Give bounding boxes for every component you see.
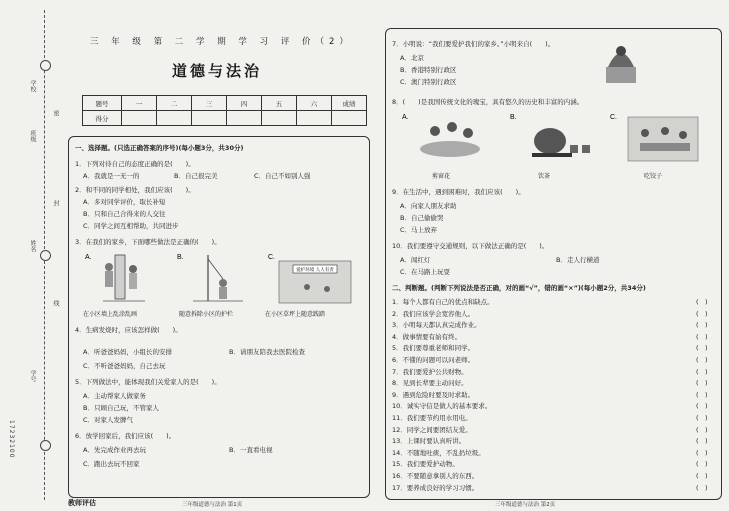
q3-caption-b: 随意拆除小区的护栏 [179,311,234,318]
svg-text:A.: A. [402,114,409,121]
q8-picture-a[interactable] [402,114,480,157]
score-table [82,95,367,126]
q10-option-b[interactable]: B．走人行横道 [556,256,600,264]
judgement-item: 16．不要随意拿别人的东西。 [392,472,479,480]
lawn-sign-text: 爱护环境 人人有责 [296,268,334,273]
answer-bracket[interactable]: ( ) [696,309,708,318]
q2-option-b[interactable]: B．只和自己合得来的人交往 [83,210,166,218]
svg-text:B.: B. [510,114,517,121]
judgement-item: 7．我们要爱护公共财物。 [392,367,468,376]
judgement-item: 5．我们要尊重老师和同学。 [392,344,475,353]
q4-option-b[interactable]: B．请朋友陪我去医院检查 [229,348,305,356]
punch-hole [40,60,51,71]
q3-picture-c[interactable] [268,254,351,303]
q8-caption-a: 剪窗花 [432,173,451,180]
answer-bracket[interactable]: ( ) [696,414,708,422]
answer-bracket[interactable]: ( ) [696,402,708,411]
q4-option-a[interactable]: A．听爸爸妈妈，小组长的安排 [83,348,172,356]
judgement-item: 10．诚实守信是做人的基本要求。 [392,402,492,411]
judgement-item: 9．遇到危险时要及时求助。 [392,390,475,399]
score-cell[interactable] [122,111,157,126]
name-label: 姓名 [29,240,36,252]
question-10: 10．我们要遵守交通规则，以下做法正确的是( )。 [392,242,549,250]
svg-text:C.: C. [610,114,617,121]
q8-picture-b[interactable] [510,114,590,157]
score-header: 五 [262,96,297,111]
q1-option-c[interactable]: C．自己不如别人强 [254,172,311,180]
answer-bracket[interactable]: ( ) [696,332,708,341]
question-8: 8．( )是我国传统文化的瑰宝，具有悠久的历史和丰富的内涵。 [392,98,584,106]
judgement-item: 13．上课时要认真听讲。 [392,437,466,446]
right-footer: 三年级道德与法治 第2页 [495,502,556,508]
judgement-item: 11．我们要节约用水用电。 [392,414,472,422]
answer-bracket[interactable]: ( ) [696,472,708,480]
q4-option-c[interactable]: C．不听爸爸妈妈，自己去玩 [83,362,166,370]
answer-bracket[interactable]: ( ) [696,367,708,376]
q5-option-c[interactable]: C．对家人发脾气 [83,416,134,424]
answer-bracket[interactable]: ( ) [696,356,708,364]
answer-bracket[interactable]: ( ) [696,448,708,457]
score-header: 三 [192,96,227,111]
q2-option-a[interactable]: A．多对同学评价，取长补短 [83,198,166,206]
q7-option-a[interactable]: A．北京 [400,54,424,62]
class-label: 班级 [29,130,36,142]
q8-caption-b: 饮茶 [538,173,551,180]
q3-picture-a[interactable] [85,254,145,301]
question-5: 5．下列做法中，能体现我们关爱家人的是( )。 [75,378,221,386]
q9-option-c[interactable]: C．马上放弃 [400,226,438,234]
section-one-title: 一、选择题。(只选正确答案的序号)(每小题3分，共30分) [75,144,244,152]
teacher-evaluation: 教师评估 [68,499,96,507]
judgement-item: 15．我们要爱护动物。 [392,460,459,469]
score-header: 六 [297,96,332,111]
q6-option-a[interactable]: A．先完成作业再去玩 [83,446,146,454]
binding-margin [0,0,62,511]
svg-text:C.: C. [268,254,275,261]
q6-option-c[interactable]: C．跑出去玩不回家 [83,460,140,468]
q3-caption-a: 在小区墙上乱涂乱画 [83,311,138,318]
score-header: 题号 [83,96,122,111]
seal-char: 线 [52,300,59,306]
q9-option-a[interactable]: A．向家人朋友求助 [400,202,457,210]
q7-option-c[interactable]: C．澳门特别行政区 [400,78,457,86]
answer-bracket[interactable]: ( ) [696,344,708,353]
q7-option-b[interactable]: B．香港特别行政区 [400,66,457,74]
left-footer: 三年级道德与法治 第1页 [182,502,243,508]
q10-option-a[interactable]: A．闯红灯 [400,256,431,264]
judgement-item: 12．同学之间要团结友爱。 [392,425,472,434]
q6-option-b[interactable]: B．一直看电视 [229,446,273,454]
svg-text:A.: A. [85,254,92,261]
score-cell[interactable] [227,111,262,126]
section-one-box [68,136,370,498]
score-cell[interactable] [332,111,367,126]
score-header: 一 [122,96,157,111]
q8-picture-c[interactable] [610,114,698,161]
question-2: 2．和不同的同学相处，我们应该( )。 [75,186,195,194]
score-header: 二 [157,96,192,111]
question-3: 3．在我们的家乡，下面哪些做法是正确的( )。 [75,238,221,246]
judgement-item: 8．见到长辈要主动问好。 [392,379,468,388]
school-label: 学校 [29,80,36,92]
score-header: 成绩 [332,96,367,111]
student-number-label: 学号 [29,370,36,382]
q1-option-a[interactable]: A．我就是一无一的 [83,172,140,180]
q5-option-b[interactable]: B．只顾自己玩，不管家人 [83,404,159,412]
section-two-title: 二、判断题。(判断下列说法是否正确，对的画“√”，错的画“×”)(每小题2分，共34分) [392,284,646,292]
seal-char: 封 [52,200,59,206]
score-cell[interactable] [262,111,297,126]
judgement-item: 3．小明每天都认真完成作业。 [392,321,481,330]
question-6: 6．放学回家后，我们应该( )。 [75,432,176,440]
judgement-item: 4．做事情要有始有终。 [392,332,462,341]
question-4: 4．生病发烧时，应该怎样做( )。 [75,326,182,334]
judgement-item: 1．每个人都有自己的优点和缺点。 [392,298,494,306]
score-cell[interactable] [192,111,227,126]
judgement-item: 2．我们应该学会宽容他人。 [392,309,475,318]
answer-bracket[interactable]: ( ) [696,379,708,388]
q3-picture-b[interactable] [177,254,243,301]
answer-bracket[interactable]: ( ) [696,437,708,446]
answer-bracket[interactable]: ( ) [696,483,708,492]
judgement-item: 17．要养成良好的学习习惯。 [392,483,479,492]
answer-bracket[interactable]: ( ) [696,390,708,399]
answer-bracket[interactable]: ( ) [696,460,708,469]
punch-hole [40,250,51,261]
q10-option-c[interactable]: C．在马路上玩耍 [400,268,451,276]
exam-title: 三 年 级 第 二 学 期 学 习 评 价（2） [90,37,353,47]
question-7: 7．小明说：“我们要爱护我们的家乡。”小明来自( )。 [392,40,555,48]
q1-option-b[interactable]: B．自己很完美 [174,172,218,180]
judgement-item: 6．不懂的问题可以问老师。 [392,356,475,364]
question-9: 9．在生活中，遇到困难时，我们应该( )。 [392,188,525,196]
answer-bracket[interactable]: ( ) [696,298,708,306]
punch-hole [40,440,51,451]
paper-code: 17232100 [8,420,15,459]
question-1: 1．下列对待自己的态度正确的是( )。 [75,160,195,168]
score-cell[interactable] [297,111,332,126]
q8-caption-c: 吃饺子 [644,173,663,180]
svg-text:B.: B. [177,254,184,261]
q5-option-a[interactable]: A．主动帮家人做家务 [83,392,146,400]
q3-caption-c: 在小区草坪上随意践踏 [265,311,326,318]
answer-bracket[interactable]: ( ) [696,425,708,434]
score-cell[interactable] [157,111,192,126]
score-row-label: 得分 [83,111,122,126]
judgement-item: 14．不随地吐痰，不乱扔垃圾。 [392,448,485,457]
answer-bracket[interactable]: ( ) [696,321,708,330]
right-section-box [385,28,722,500]
q2-option-c[interactable]: C．同学之间互相帮助，共同进步 [83,222,179,230]
score-header: 四 [227,96,262,111]
seal-char: 密 [52,110,59,116]
q9-option-b[interactable]: B．自己偷偷哭 [400,214,444,222]
subject-title: 道德与法治 [172,62,263,80]
q8-pictures [400,109,720,169]
q7-picture [586,37,656,87]
